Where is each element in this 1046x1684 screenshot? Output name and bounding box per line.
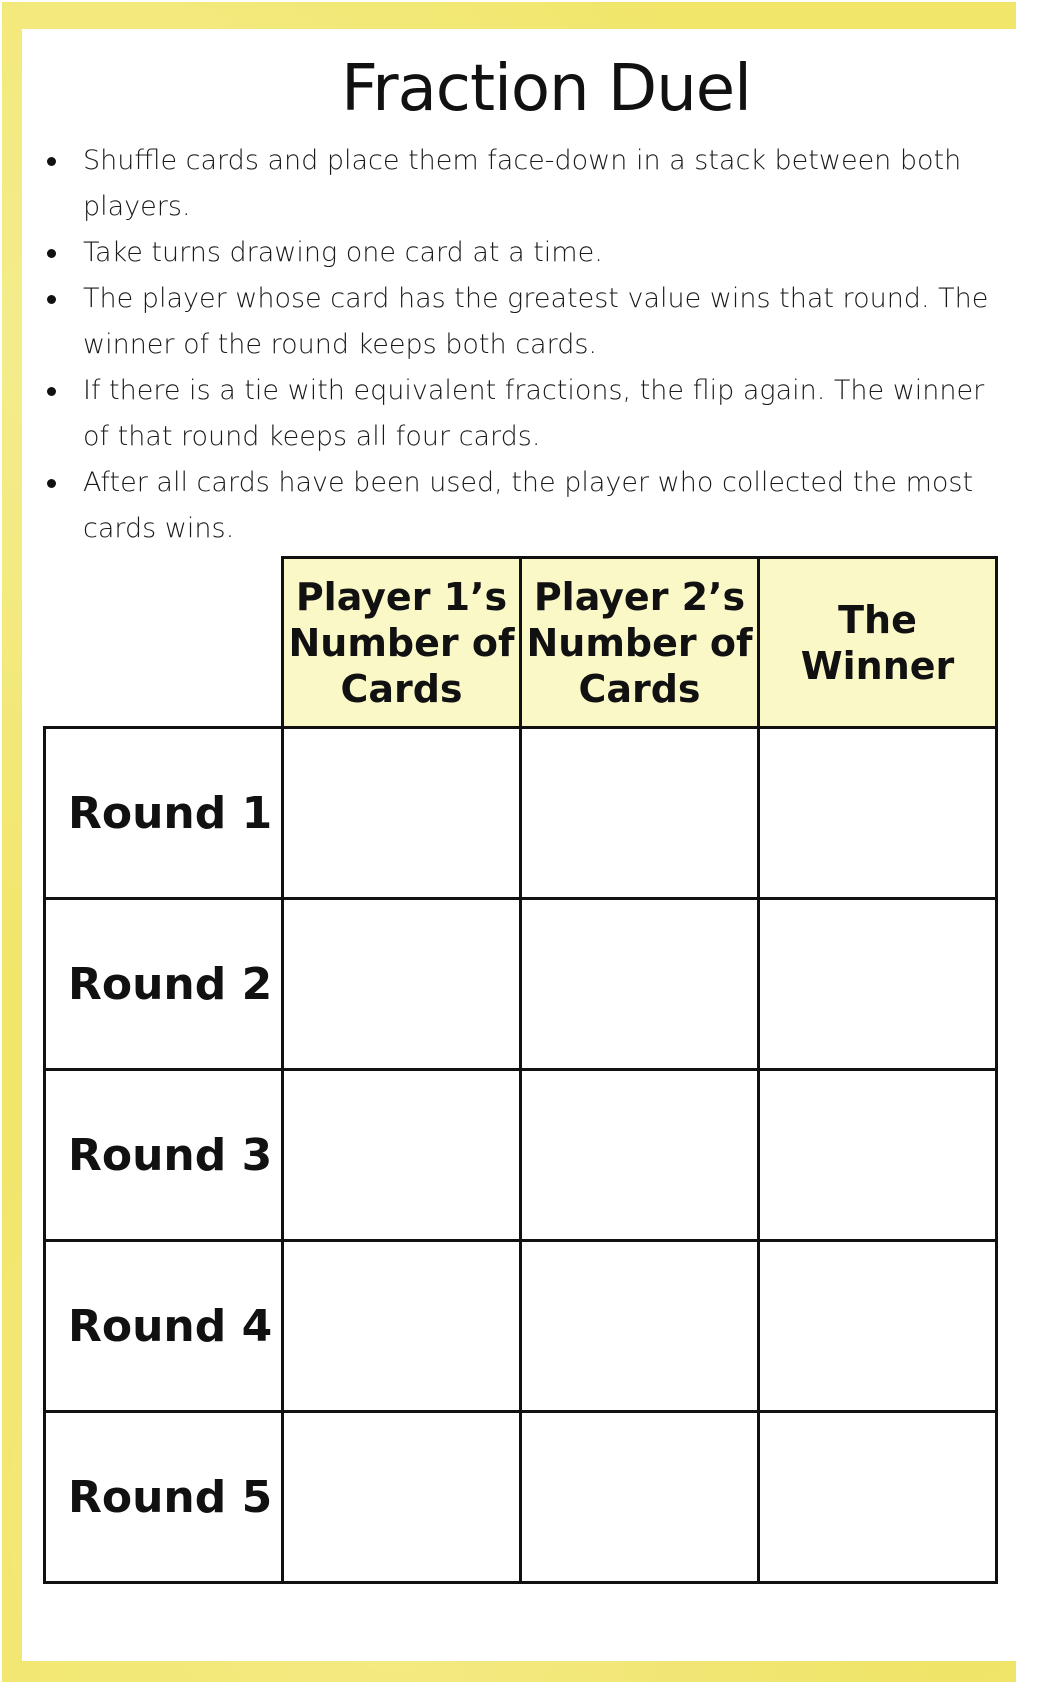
rule-text: After all cards have been used, the player who collected the most cards wins. (83, 467, 974, 544)
rule-text: Shuffle cards and place them face-down in a stack between both players. (83, 145, 962, 222)
row-label-round: Round 1 (45, 728, 283, 899)
table-corner-cell (45, 558, 283, 728)
rule-item (45, 460, 1005, 552)
row-label-round: Round 4 (45, 1241, 283, 1412)
player1-cards-cell[interactable] (283, 728, 521, 899)
row-label-round: Round 5 (45, 1412, 283, 1583)
table-row (45, 1241, 997, 1412)
rule-item (45, 138, 1005, 230)
table-row (45, 1412, 997, 1583)
bullet-icon (47, 387, 56, 396)
player1-cards-cell[interactable] (283, 899, 521, 1070)
player2-cards-cell[interactable] (521, 899, 759, 1070)
row-label-round: Round 2 (45, 899, 283, 1070)
column-header-winner: The Winner (759, 558, 997, 728)
table-row (45, 728, 997, 899)
column-header-player2: Player 2’s Number of Cards (521, 558, 759, 728)
bullet-icon (47, 249, 56, 258)
player2-cards-cell[interactable] (521, 728, 759, 899)
rule-item (45, 230, 1005, 276)
table-row (45, 899, 997, 1070)
player1-cards-cell[interactable] (283, 1412, 521, 1583)
player1-cards-cell[interactable] (283, 1241, 521, 1412)
rules-list (45, 138, 1005, 552)
winner-cell[interactable] (759, 1241, 997, 1412)
player2-cards-cell[interactable] (521, 1241, 759, 1412)
column-header-player1: Player 1’s Number of Cards (283, 558, 521, 728)
rule-text: If there is a tie with equivalent fractions, the flip again. The winner of that round keeps all four cards. (83, 375, 985, 452)
rule-item (45, 368, 1005, 460)
winner-cell[interactable] (759, 1070, 997, 1241)
player1-cards-cell[interactable] (283, 1070, 521, 1241)
bullet-icon (47, 157, 56, 166)
score-table (43, 556, 998, 1584)
table-header-row (45, 558, 997, 728)
bullet-icon (47, 295, 56, 304)
winner-cell[interactable] (759, 728, 997, 899)
row-label-round: Round 3 (45, 1070, 283, 1241)
player2-cards-cell[interactable] (521, 1070, 759, 1241)
table-row (45, 1070, 997, 1241)
rule-text: The player whose card has the greatest value wins that round. The winner of the round keeps both cards. (83, 283, 989, 360)
player2-cards-cell[interactable] (521, 1412, 759, 1583)
rule-text: Take turns drawing one card at a time. (83, 237, 603, 268)
winner-cell[interactable] (759, 1412, 997, 1583)
rule-item (45, 276, 1005, 368)
bullet-icon (47, 479, 56, 488)
page-title: Fraction Duel (341, 52, 751, 126)
winner-cell[interactable] (759, 899, 997, 1070)
